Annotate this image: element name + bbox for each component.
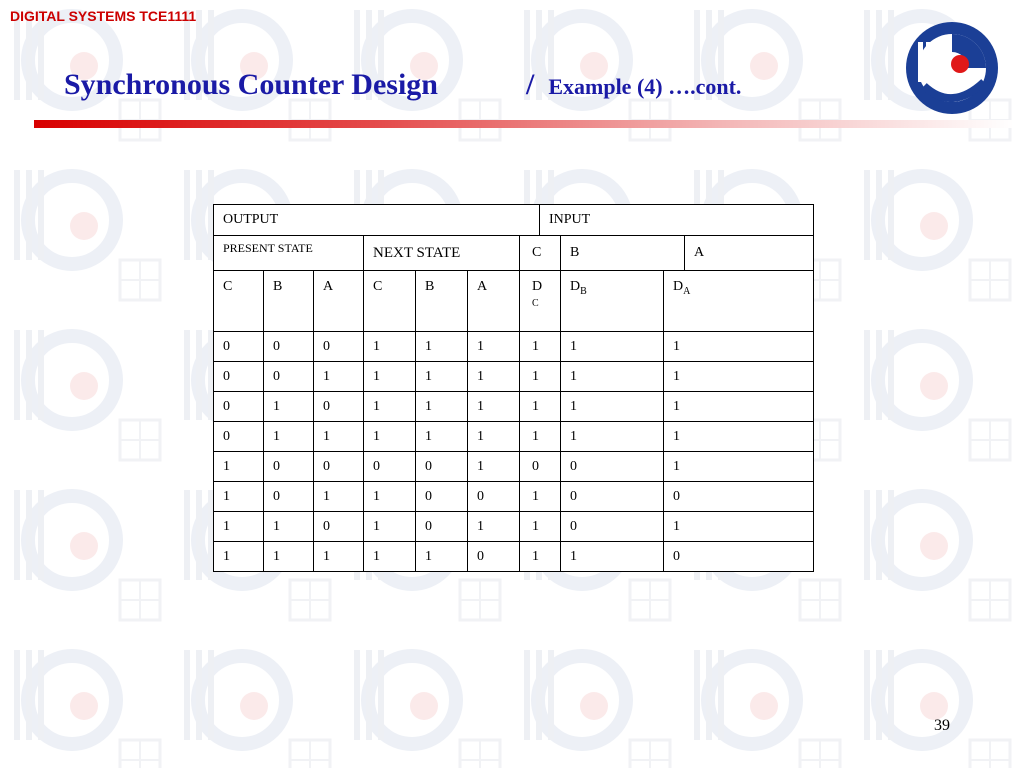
header-present-state: PRESENT STATE [214, 236, 364, 271]
header-next-b: B [416, 271, 468, 332]
table-cell: 1 [416, 362, 468, 392]
table-cell: 0 [314, 332, 364, 362]
table-row [214, 362, 814, 392]
header-row-groups [214, 205, 814, 236]
table-cell: 0 [314, 452, 364, 482]
table-cell: 1 [364, 482, 416, 512]
table-cell: 1 [520, 542, 561, 572]
slide-title [64, 68, 741, 102]
header-db [561, 271, 664, 332]
table-cell: 0 [214, 422, 264, 452]
table-cell: 1 [468, 362, 520, 392]
table-cell: 1 [520, 482, 561, 512]
header-next-state: NEXT STATE [364, 236, 520, 271]
table-cell: 0 [314, 392, 364, 422]
table-cell: 1 [264, 542, 314, 572]
header-row-variables [214, 271, 814, 332]
table-cell: 0 [468, 542, 520, 572]
table-cell: 1 [364, 392, 416, 422]
header-present-c: C [214, 271, 264, 332]
table-cell: 0 [214, 362, 264, 392]
table-cell: 0 [264, 482, 314, 512]
table-cell: 1 [664, 512, 814, 542]
header-dc-letter: D [532, 279, 543, 294]
table-cell: 1 [468, 332, 520, 362]
table-row [214, 422, 814, 452]
header-output: OUTPUT [214, 205, 540, 236]
course-label: DIGITAL SYSTEMS TCE1111 [10, 8, 197, 24]
header-da [664, 271, 814, 332]
title-underline-rule [34, 120, 1014, 128]
table-row [214, 482, 814, 512]
header-next-a: A [468, 271, 520, 332]
table-cell: 0 [520, 452, 561, 482]
header-present-a: A [314, 271, 364, 332]
table-cell: 1 [364, 512, 416, 542]
table-cell: 0 [416, 512, 468, 542]
table-cell: 1 [468, 512, 520, 542]
table-cell: 1 [214, 482, 264, 512]
table-cell: 1 [364, 332, 416, 362]
table-row [214, 512, 814, 542]
table-cell: 1 [468, 392, 520, 422]
table-cell: 1 [314, 422, 364, 452]
table-cell: 1 [314, 482, 364, 512]
title-separator: / [525, 68, 535, 101]
table-cell: 0 [664, 482, 814, 512]
table-row [214, 332, 814, 362]
table-cell: 1 [364, 362, 416, 392]
header-dc [520, 271, 561, 332]
table-cell: 0 [561, 482, 664, 512]
university-logo-icon [904, 20, 1000, 116]
header-next-c: C [364, 271, 416, 332]
header-db-subscript: B [580, 285, 587, 297]
table-cell: 1 [214, 542, 264, 572]
page-number: 39 [934, 717, 950, 734]
table-cell: 1 [214, 452, 264, 482]
table-cell: 1 [520, 512, 561, 542]
state-table-container [213, 204, 814, 572]
table-cell: 0 [468, 482, 520, 512]
table-cell: 1 [520, 362, 561, 392]
table-cell: 1 [664, 332, 814, 362]
table-cell: 1 [561, 332, 664, 362]
header-input-a: A [685, 236, 814, 271]
header-da-subscript: A [683, 285, 691, 297]
table-cell: 1 [264, 422, 314, 452]
table-body [214, 332, 814, 572]
header-dc-subscript: C [532, 298, 539, 309]
table-cell: 0 [561, 512, 664, 542]
table-cell: 1 [416, 542, 468, 572]
header-row-states [214, 236, 814, 271]
table-cell: 0 [264, 362, 314, 392]
state-transition-table [213, 204, 814, 572]
header-present-b: B [264, 271, 314, 332]
table-cell: 0 [416, 452, 468, 482]
table-cell: 1 [664, 452, 814, 482]
table-cell: 1 [561, 362, 664, 392]
table-cell: 0 [561, 452, 664, 482]
table-cell: 0 [264, 452, 314, 482]
table-cell: 1 [520, 392, 561, 422]
table-cell: 1 [520, 332, 561, 362]
table-cell: 0 [264, 332, 314, 362]
table-cell: 1 [561, 422, 664, 452]
table-cell: 1 [416, 392, 468, 422]
table-cell: 1 [561, 542, 664, 572]
table-cell: 1 [561, 392, 664, 422]
table-cell: 1 [314, 362, 364, 392]
table-row [214, 452, 814, 482]
header-input-c: C [520, 236, 561, 271]
header-input: INPUT [540, 205, 814, 236]
table-cell: 0 [214, 332, 264, 362]
table-cell: 1 [214, 512, 264, 542]
table-cell: 0 [214, 392, 264, 422]
table-cell: 1 [664, 362, 814, 392]
table-row [214, 392, 814, 422]
header-db-letter: D [570, 279, 581, 294]
table-cell: 1 [468, 422, 520, 452]
table-cell: 1 [416, 422, 468, 452]
table-cell: 0 [364, 452, 416, 482]
title-main: Synchronous Counter Design [64, 68, 438, 101]
table-row [214, 542, 814, 572]
table-cell: 1 [264, 392, 314, 422]
header-da-letter: D [673, 279, 684, 294]
table-cell: 1 [264, 512, 314, 542]
table-cell: 1 [468, 452, 520, 482]
table-cell: 1 [364, 422, 416, 452]
table-cell: 1 [520, 422, 561, 452]
title-subtitle: Example (4) ….cont. [548, 74, 742, 99]
table-cell: 1 [416, 332, 468, 362]
table-cell: 0 [664, 542, 814, 572]
header-input-b: B [561, 236, 685, 271]
table-cell: 1 [364, 542, 416, 572]
table-cell: 0 [314, 512, 364, 542]
table-cell: 1 [664, 392, 814, 422]
table-cell: 0 [416, 482, 468, 512]
table-cell: 1 [664, 422, 814, 452]
table-cell: 1 [314, 542, 364, 572]
